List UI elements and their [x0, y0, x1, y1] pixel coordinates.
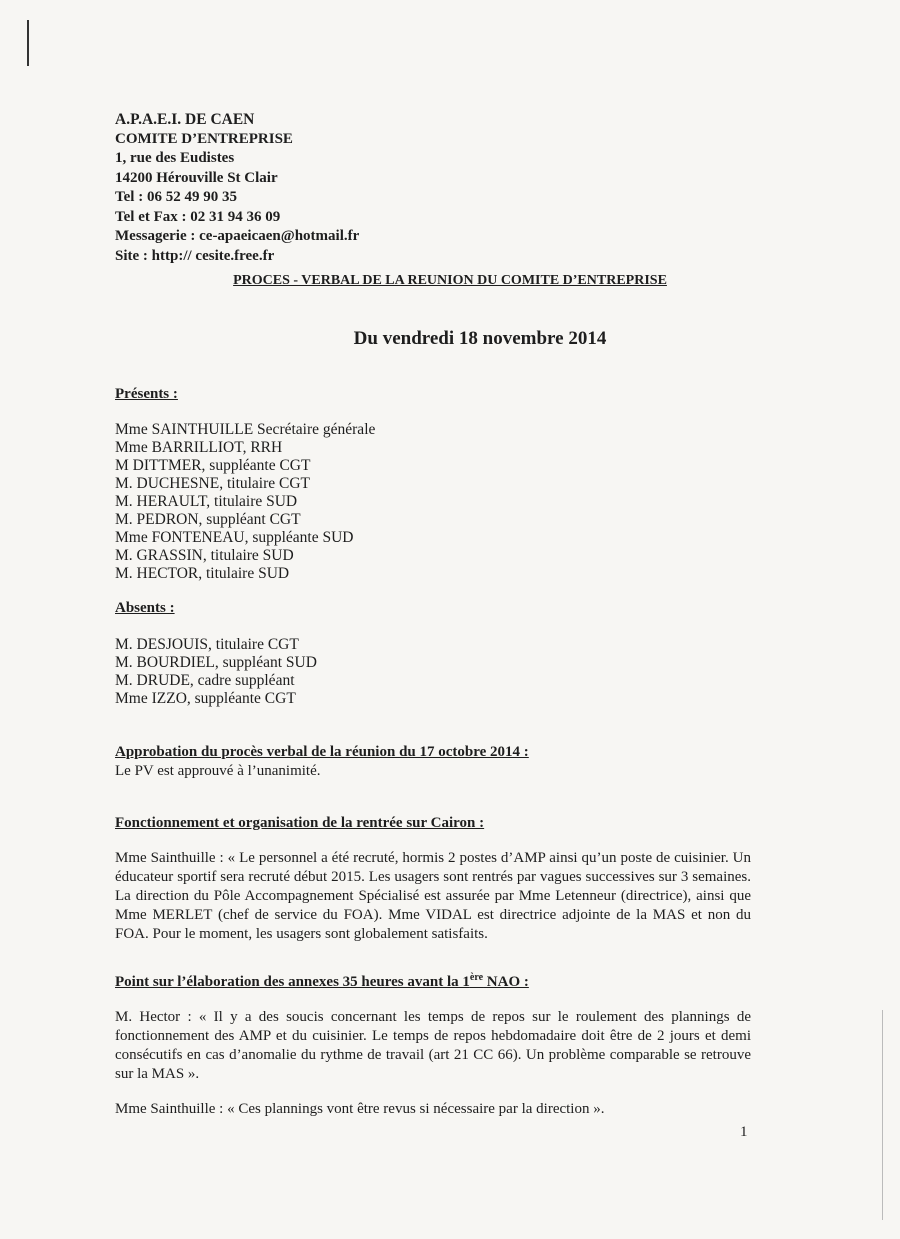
scan-edge-line — [882, 1010, 883, 1220]
annexes-text-sainthuille: Mme Sainthuille : « Ces plannings vont être revus si nécessaire par la direction ». — [115, 1101, 605, 1117]
list-item: M. DUCHESNE, titulaire CGT — [115, 475, 311, 492]
committee-name: COMITE D’ENTREPRISE — [115, 130, 293, 147]
list-item: Mme BARRILLIOT, RRH — [115, 439, 283, 456]
scan-margin-mark — [27, 20, 29, 66]
presents-heading: Présents : — [115, 386, 178, 402]
annexes-heading-end: NAO : — [483, 974, 529, 990]
list-item: M. DESJOUIS, titulaire CGT — [115, 636, 299, 653]
annexes-text-hector: M. Hector : « Il y a des soucis concernant les temps de repos sur le roulement des plannings de fonctionnement des AMP et du cuisinier. Le temps de repos hebdomadaire doit être de 2 jours et demi consécutifs en cas d’anomalie du rythme de travail (art 21 CC 66). Un problème comparable se retrouve sur la MAS ». — [115, 1009, 751, 1082]
absents-heading: Absents : — [115, 600, 175, 616]
email: Messagerie : ce-apaeicaen@hotmail.fr — [115, 228, 360, 244]
phone: Tel : 06 52 49 90 35 — [115, 189, 237, 205]
list-item: Mme FONTENEAU, suppléante SUD — [115, 529, 354, 546]
org-name: A.P.A.E.I. DE CAEN — [115, 111, 255, 128]
annexes-heading-text: Point sur l’élaboration des annexes 35 heures avant la 1 — [115, 974, 470, 990]
city-address: 14200 Hérouville St Clair — [115, 169, 278, 186]
list-item: M. HERAULT, titulaire SUD — [115, 493, 298, 510]
presents-list — [115, 421, 375, 583]
annexes-heading — [115, 972, 529, 991]
meeting-date: Du vendredi 18 novembre 2014 — [353, 328, 607, 349]
list-item: M. HECTOR, titulaire SUD — [115, 565, 290, 582]
street-address: 1, rue des Eudistes — [115, 150, 235, 166]
list-item: Mme IZZO, suppléante CGT — [115, 690, 296, 707]
annexes-heading-sup: ère — [469, 972, 484, 983]
letterhead — [115, 110, 359, 266]
fonctionnement-heading: Fonctionnement et organisation de la rentrée sur Cairon : — [115, 815, 485, 831]
phone-fax: Tel et Fax : 02 31 94 36 09 — [115, 208, 281, 225]
page-number: 1 — [740, 1124, 748, 1140]
fonctionnement-text: Mme Sainthuille : « Le personnel a été recruté, hormis 2 postes d’AMP ainsi qu’un poste de cuisinier. Un éducateur sportif sera recruté début 2015. Les usagers sont rentrés par vagues successives sur 3 semaines. La direction du Pôle Accompagnement Spécialisé est assurée par Mme Letenneur (directrice), ainsi que Mme MERLET (chef de service du FOA). Mme VIDAL est directrice adjointe de la MAS et non du FOA. Pour le moment, les usagers sont globalement satisfaits. — [115, 850, 751, 942]
list-item: M. BOURDIEL, suppléant SUD — [115, 654, 317, 671]
document-title: PROCES - VERBAL DE LA REUNION DU COMITE D’ENTREPRISE — [233, 273, 667, 288]
list-item: M. PEDRON, suppléant CGT — [115, 511, 301, 528]
list-item: Mme SAINTHUILLE Secrétaire générale — [115, 421, 376, 438]
absents-list — [115, 636, 317, 708]
approbation-heading: Approbation du procès verbal de la réunion du 17 octobre 2014 : — [115, 744, 529, 760]
list-item: M. DRUDE, cadre suppléant — [115, 672, 295, 689]
approbation-text: Le PV est approuvé à l’unanimité. — [115, 763, 321, 779]
website: Site : http:// cesite.free.fr — [115, 247, 275, 264]
list-item: M. GRASSIN, titulaire SUD — [115, 547, 294, 564]
list-item: M DITTMER, suppléante CGT — [115, 457, 311, 474]
